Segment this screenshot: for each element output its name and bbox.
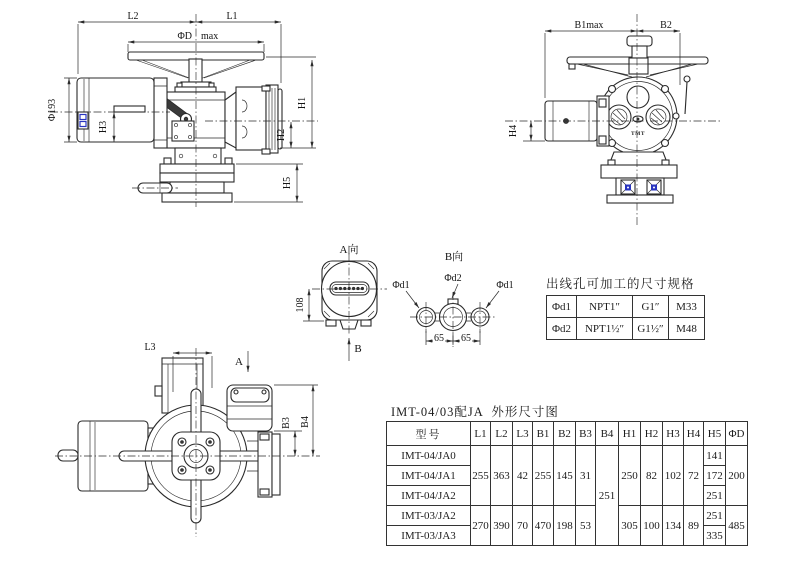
col-l1: L1 <box>471 422 491 446</box>
hole-d1-npt: NPT1″ <box>577 296 633 318</box>
g1-b1: 255 <box>533 446 554 506</box>
g2-b1: 470 <box>533 506 554 546</box>
dim-label-l1: L1 <box>226 11 238 22</box>
dim-label-65-left: 65 <box>434 333 444 344</box>
g1-h2: 82 <box>641 446 663 506</box>
g2-l2: 390 <box>491 506 513 546</box>
model-cell: IMT-04/JA1 <box>387 466 471 486</box>
view-b-label: B向 <box>444 251 464 263</box>
g2-b3: 53 <box>576 506 596 546</box>
col-b4: B4 <box>596 422 619 446</box>
dim-label-phid-max: max <box>201 31 219 42</box>
side-view <box>505 14 720 225</box>
model-cell: IMT-03/JA3 <box>387 526 471 546</box>
b4-cell: 251 <box>596 446 619 546</box>
view-a <box>295 242 387 361</box>
col-h3: H3 <box>663 422 684 446</box>
g1-h4: 72 <box>684 446 704 506</box>
col-h5: H5 <box>704 422 726 446</box>
hole-d2-label: Φd2 <box>444 273 462 284</box>
dim-label-b4: B4 <box>300 416 311 428</box>
dim-label-h2: H2 <box>276 128 287 142</box>
h5-cell: 251 <box>704 486 726 506</box>
g2-phid: 485 <box>726 506 748 546</box>
hole-spec-row-d2 <box>547 318 705 340</box>
col-b2: B2 <box>554 422 576 446</box>
g1-l3: 42 <box>513 446 533 506</box>
view-a-label: A向 <box>339 244 359 256</box>
h5-cell: 172 <box>704 466 726 486</box>
dim-label-h5: H5 <box>282 176 293 190</box>
g2-h1: 305 <box>619 506 641 546</box>
dim-label-h3: H3 <box>98 120 109 134</box>
col-l2: L2 <box>491 422 513 446</box>
g1-h1: 250 <box>619 446 641 506</box>
dim-label-l3: L3 <box>144 342 156 353</box>
dims-table-title: IMT-04/03配JA 外形尺寸图 <box>391 405 559 419</box>
h5-cell: 251 <box>704 506 726 526</box>
hole-spec-title: 出线孔可加工的尺寸规格 <box>546 277 695 291</box>
g1-b3: 31 <box>576 446 596 506</box>
dim-label-phid: ΦD <box>177 31 192 42</box>
dim-label-b3: B3 <box>281 417 292 429</box>
dims-table-header <box>387 422 748 446</box>
hole-spec-table <box>546 295 705 340</box>
hole-d2-g: G1½″ <box>633 318 669 340</box>
view-a-direction-arrow-label: A <box>235 356 243 368</box>
view-b <box>392 249 513 347</box>
front-view <box>47 11 318 207</box>
view-b-direction-arrow-label: B <box>354 343 362 355</box>
hole-d2-m: M48 <box>669 318 705 340</box>
g1-b2: 145 <box>554 446 576 506</box>
col-h2: H2 <box>641 422 663 446</box>
g2-b2: 198 <box>554 506 576 546</box>
hole-d2-npt: NPT1½″ <box>577 318 633 340</box>
g1-l1: 255 <box>471 446 491 506</box>
col-h1: H1 <box>619 422 641 446</box>
hole-d1-m: M33 <box>669 296 705 318</box>
model-cell: IMT-04/JA0 <box>387 446 471 466</box>
col-phid: ΦD <box>726 422 748 446</box>
dim-label-108: 108 <box>295 297 306 313</box>
dim-label-65-right: 65 <box>461 333 471 344</box>
hole-d1-right-label: Φd1 <box>496 280 514 291</box>
model-cell: IMT-03/JA2 <box>387 506 471 526</box>
g2-h3: 134 <box>663 506 684 546</box>
g1-l2: 363 <box>491 446 513 506</box>
hole-d2-name: Φd2 <box>547 318 577 340</box>
col-h4: H4 <box>684 422 704 446</box>
dim-label-h4: H4 <box>508 124 519 138</box>
col-b1: B1 <box>533 422 554 446</box>
dim-label-b1max: B1max <box>574 20 604 31</box>
col-l3: L3 <box>513 422 533 446</box>
dim-label-l2: L2 <box>127 11 139 22</box>
hole-d1-name: Φd1 <box>547 296 577 318</box>
hole-spec-row-d1 <box>547 296 705 318</box>
dims-table <box>386 421 748 546</box>
hole-d1-g: G1″ <box>633 296 669 318</box>
g2-h4: 89 <box>684 506 704 546</box>
h5-cell: 335 <box>704 526 726 546</box>
top-view <box>55 342 320 537</box>
col-b3: B3 <box>576 422 596 446</box>
g2-h2: 100 <box>641 506 663 546</box>
hole-d1-left-label: Φd1 <box>392 280 410 291</box>
table-row <box>387 446 748 466</box>
h5-cell: 141 <box>704 446 726 466</box>
model-cell: IMT-04/JA2 <box>387 486 471 506</box>
brand-logo: TMT <box>630 131 646 137</box>
dim-label-b2: B2 <box>660 20 672 31</box>
g2-l1: 270 <box>471 506 491 546</box>
g1-phid: 200 <box>726 446 748 506</box>
dim-label-h1: H1 <box>297 96 308 110</box>
col-model: 型号 <box>387 422 471 446</box>
g1-h3: 102 <box>663 446 684 506</box>
table-row <box>387 506 748 526</box>
dim-label-phi193: Φ193 <box>47 98 58 122</box>
g2-l3: 70 <box>513 506 533 546</box>
